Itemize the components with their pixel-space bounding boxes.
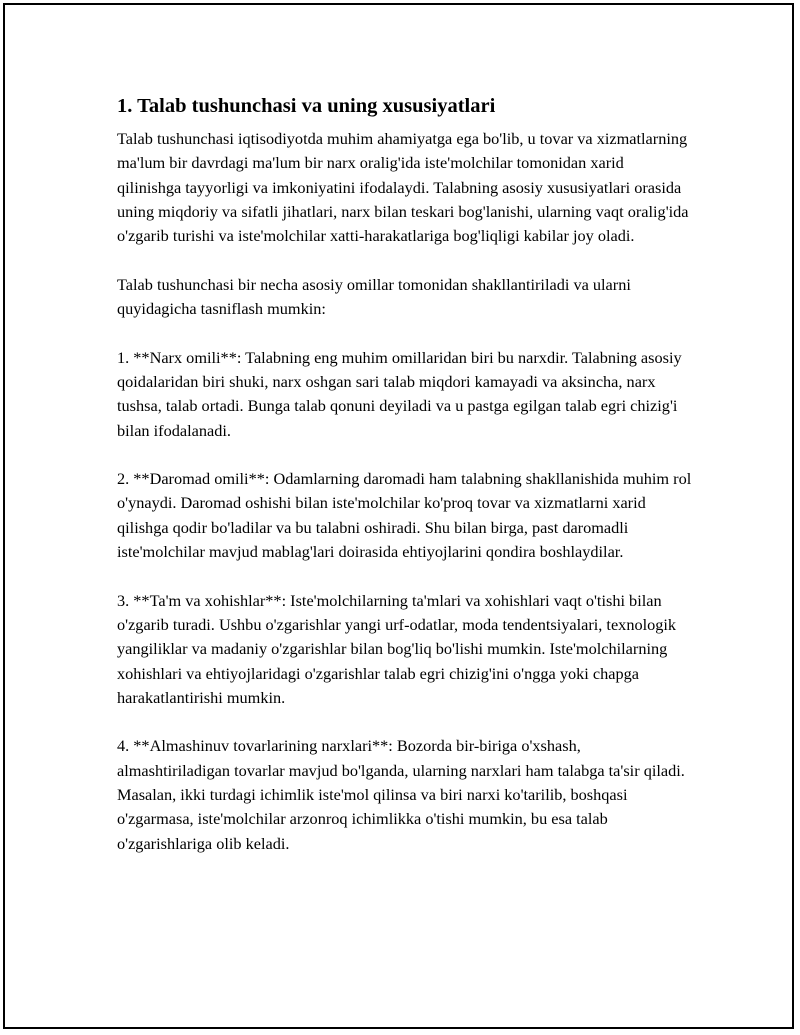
paragraph-income-factor: 2. **Daromad omili**: Odamlarning daromadi ham talabning shakllanishida muhim rol o'ynaydi. Daromad oshishi bilan iste'molchilar ko'proq tovar va xizmatlarni xarid qilishga qodir bo'ladilar va bu talabni oshiradi. Shu bilan birga, past daromadli iste'molchilar mavjud mablag'lari doirasida ehtiyojlarini qondira boshlaydilar. [117,469,692,562]
paragraph-intro: Talab tushunchasi iqtisodiyotda muhim ahamiyatga ega bo'lib, u tovar va xizmatlarning ma'lum bir davrdagi ma'lum bir narx oralig'ida iste'molchilar tomonidan xarid qilinishga tayyorligi va imkoniyatini ifodalaydi. Talabning asosiy xususiyatlari orasida uning miqdoriy va sifatli jihatlari, narx bilan teskari bog'lanishi, ularning vaqt oralig'ida o'zgarib turishi va iste'molchilar xatti-harakatlariga bog'liqligi kabilar joy oladi. [117,129,689,246]
document-body [117,94,692,880]
paragraph-price-factor: 1. **Narx omili**: Talabning eng muhim omillaridan biri bu narxdir. Talabning asosiy qoidalaridan biri shuki, narx oshgan sari talab miqdori kamayadi va aksincha, narx tushsa, talab ortadi. Bunga talab qonuni deyiladi va u pastga egilgan talab egri chizig'i bilan ifodalanadi. [117,347,682,440]
paragraph-tastes-factor: 3. **Ta'm va xohishlar**: Iste'molchilarning ta'mlari va xohishlari vaqt o'tishi bilan o'zgarib turadi. Ushbu o'zgarishlar yangi urf-odatlar, moda tendentsiyalari, texnologik yangiliklar va madaniy o'zgarishlar bilan bog'liq bo'lishi mumkin. Iste'molchilarning xohishlari va ehtiyojlaridagi o'zgarishlar talab egri chizig'ini o'ngga yoki chapga harakatlantirishi mumkin. [117,590,677,707]
paragraph-substitutes-factor: 4. **Almashinuv tovarlarining narxlari**: Bozorda bir-biriga o'xshash, almashtiriladigan tovarlar mavjud bo'lganda, ularning narxlari ham talabga ta'sir qiladi. Masalan, ikki turdagi ichimlik iste'mol qilinsa va biri narxi ko'tarilib, boshqasi o'zgarmasa, iste'molchilar arzonroq ichimlikka o'tishi mumkin, bu esa talab o'zgarishlariga olib keladi. [117,736,685,853]
document-title: 1. Talab tushunchasi va uning xususiyatlari [117,95,496,117]
paragraph-factors-intro: Talab tushunchasi bir necha asosiy omillar tomonidan shakllantiriladi va ularni quyidagicha tasniflash mumkin: [117,274,631,319]
